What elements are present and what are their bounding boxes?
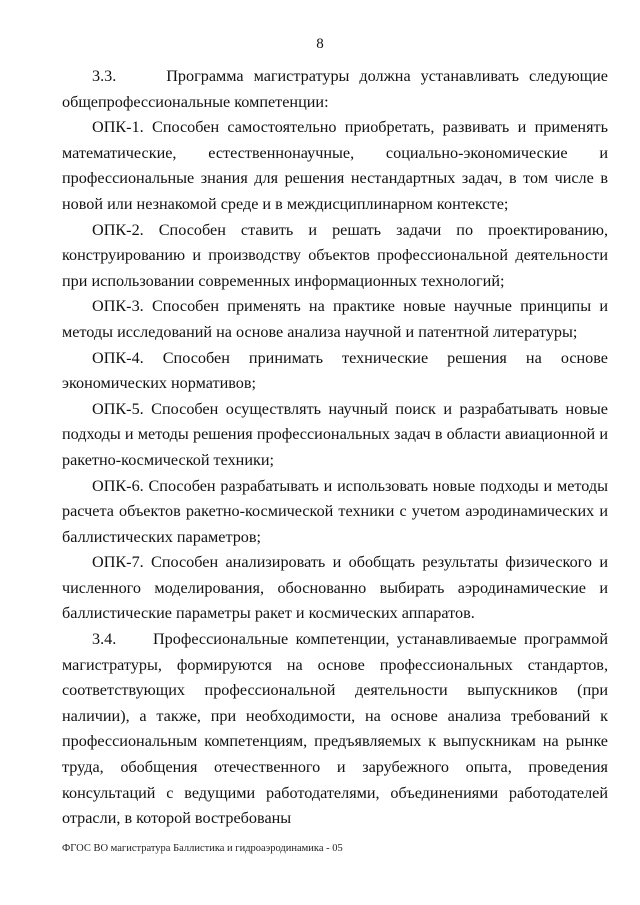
page-number: 8: [316, 36, 324, 52]
paragraph-3-3: 3.3. Программа магистратуры должна устанавливать следующие общепрофессиональные компетенции:: [62, 67, 608, 111]
page-footer: ФГОС ВО магистратура Баллистика и гидроаэродинамика - 05: [62, 843, 343, 854]
document-body: [62, 64, 608, 832]
paragraph-opk-6: ОПК-6. Способен разрабатывать и использовать новые подходы и методы расчета объектов ракетно-космической техники с учетом аэродинамических и баллистических параметров;: [62, 476, 608, 546]
paragraph-opk-4: ОПК-4. Способен принимать технические решения на основе экономических нормативов;: [62, 348, 608, 393]
paragraph-opk-7: ОПК-7. Способен анализировать и обобщать результаты физического и численного моделирования, обоснованно выбирать аэродинамические и баллистические параметры ракет и космических аппаратов.: [62, 553, 608, 623]
paragraph-opk-3: ОПК-3. Способен применять на практике новые научные принципы и методы исследований на основе анализа научной и патентной литературы;: [62, 297, 608, 341]
paragraph-opk-2: ОПК-2. Способен ставить и решать задачи по проектированию, конструированию и производству объектов профессиональной деятельности при использовании современных информационных технологий;: [62, 220, 608, 290]
paragraph-opk-5: ОПК-5. Способен осуществлять научный поиск и разрабатывать новые подходы и методы решения профессиональных задач в области авиационной и ракетно-космической техники;: [62, 399, 608, 469]
paragraph-opk-1: ОПК-1. Способен самостоятельно приобретать, развивать и применять математические, естественнонаучные, социально-экономические и профессиональные знания для решения нестандартных задач, в том числе в новой или незнакомой среде и в междисциплинарном контексте;: [62, 118, 608, 213]
paragraph-3-4: 3.4. Профессиональные компетенции, устанавливаемые программой магистратуры, формируются на основе профессиональных стандартов, соответствующих профессиональной деятельности выпускников (при наличии), а также, при необходимости, на основе анализа требований к профессиональным компетенциям, предъявляемых к выпускникам на рынке труда, обобщения отечественного и зарубежного опыта, проведения консультаций с ведущими работодателями, объединениями работодателей отрасли, в которой востребованы: [62, 630, 608, 828]
